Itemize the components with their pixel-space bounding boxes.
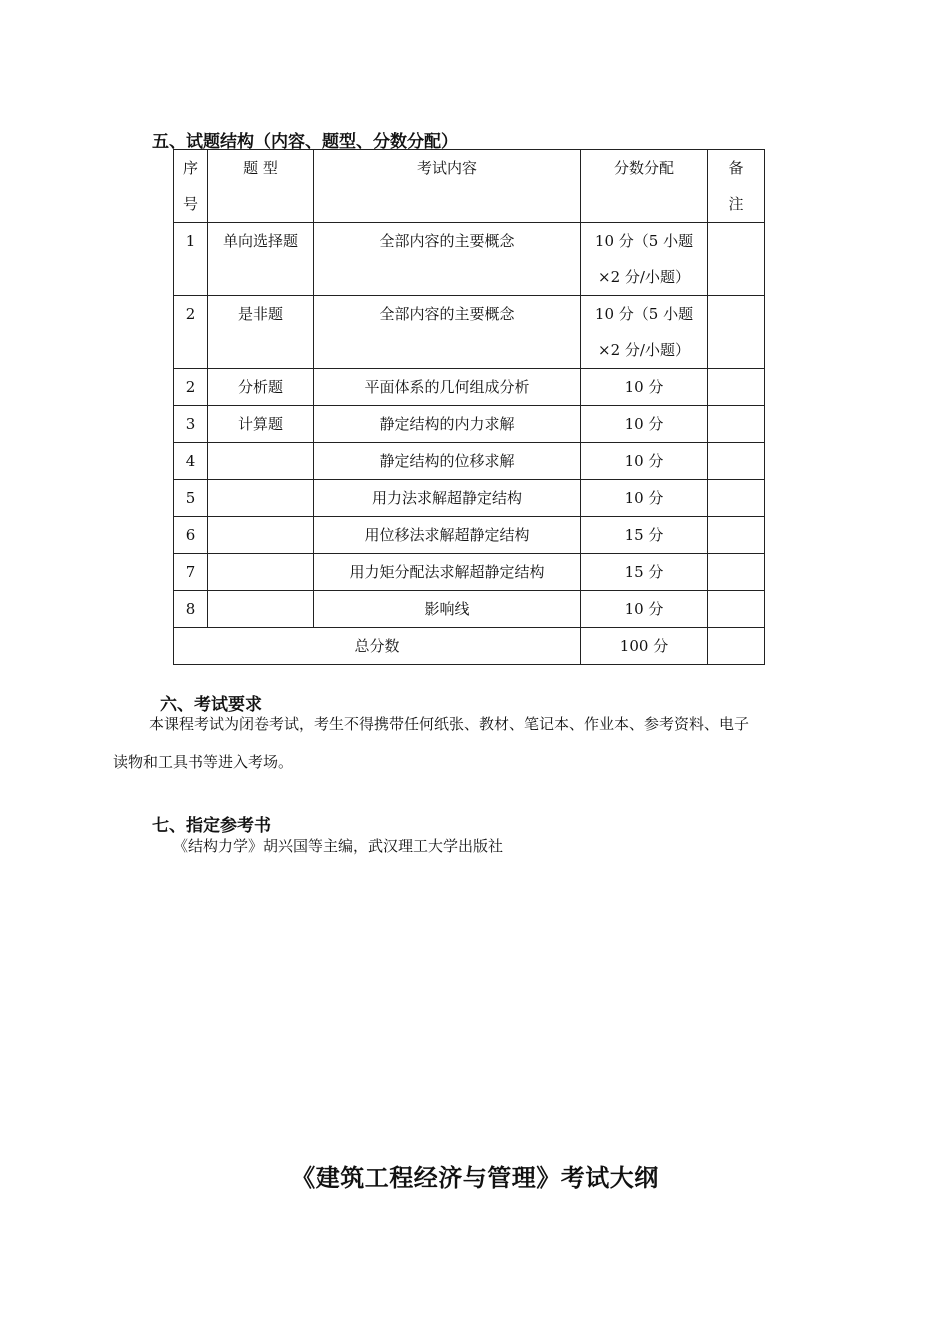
row-note: [708, 591, 765, 628]
total-label: 总分数: [174, 628, 581, 665]
row-type: 计算题: [208, 406, 314, 443]
row-score: 10 分: [581, 591, 708, 628]
row-type: [208, 443, 314, 480]
row-score: 10 分: [581, 369, 708, 406]
row-seq: 4: [174, 443, 208, 480]
total-score: 100 分: [581, 628, 708, 665]
row-score: [581, 296, 708, 369]
table-row: [174, 443, 765, 480]
section5-heading: 五、试题结构（内容、题型、分数分配）: [152, 132, 458, 152]
table-row: [174, 554, 765, 591]
row-seq: 7: [174, 554, 208, 591]
row-type: [208, 554, 314, 591]
row-content: 全部内容的主要概念: [314, 223, 581, 296]
row-type: [208, 517, 314, 554]
row-type: 单向选择题: [208, 223, 314, 296]
row-seq: 6: [174, 517, 208, 554]
table-row: [174, 223, 765, 296]
row-seq: 1: [174, 223, 208, 296]
row-score: 15 分: [581, 554, 708, 591]
reference-book: 《结构力学》胡兴国等主编，武汉理工大学出版社: [173, 837, 504, 855]
row-type: [208, 591, 314, 628]
row-content: 用力矩分配法求解超静定结构: [314, 554, 581, 591]
row-note: [708, 296, 765, 369]
table-row: [174, 480, 765, 517]
row-note: [708, 406, 765, 443]
row-content: 用位移法求解超静定结构: [314, 517, 581, 554]
row-type: [208, 480, 314, 517]
row-note: [708, 443, 765, 480]
section6-paragraph-line1: 本课程考试为闭卷考试，考生不得携带任何纸张、教材、笔记本、作业本、参考资料、电子: [149, 715, 750, 733]
table-row: [174, 517, 765, 554]
table-header-row: [174, 150, 765, 223]
row-type: 是非题: [208, 296, 314, 369]
table-total-row: [174, 628, 765, 665]
table-row: [174, 369, 765, 406]
table-row: [174, 406, 765, 443]
row-seq: 2: [174, 296, 208, 369]
header-seq: 序 号: [174, 150, 208, 223]
row-content: 影响线: [314, 591, 581, 628]
row-seq: 5: [174, 480, 208, 517]
row-content: 全部内容的主要概念: [314, 296, 581, 369]
row-type: 分析题: [208, 369, 314, 406]
section6-paragraph-line2: 读物和工具书等进入考场。: [113, 753, 294, 771]
row-note: [708, 517, 765, 554]
row-seq: 2: [174, 369, 208, 406]
row-note: [708, 554, 765, 591]
section7-heading: 七、指定参考书: [152, 816, 271, 836]
row-score-line1: 10 分（5 小题: [594, 232, 694, 250]
row-content: 用力法求解超静定结构: [314, 480, 581, 517]
row-score-line2: ×2 分/小题）: [598, 268, 690, 286]
row-seq: 8: [174, 591, 208, 628]
header-note: 备 注: [708, 150, 765, 223]
row-note: [708, 223, 765, 296]
next-document-title: 《建筑工程经济与管理》考试大纲: [291, 1164, 659, 1192]
row-score: [581, 223, 708, 296]
table-row: [174, 296, 765, 369]
header-content: 考试内容: [314, 150, 581, 223]
row-score: 10 分: [581, 480, 708, 517]
row-score: 15 分: [581, 517, 708, 554]
header-type: 题 型: [208, 150, 314, 223]
row-note: [708, 369, 765, 406]
row-content: 静定结构的内力求解: [314, 406, 581, 443]
table-row: [174, 591, 765, 628]
row-note: [708, 480, 765, 517]
header-score: 分数分配: [581, 150, 708, 223]
total-note: [708, 628, 765, 665]
row-score-line1: 10 分（5 小题: [594, 305, 694, 323]
row-score: 10 分: [581, 443, 708, 480]
section6-heading: 六、考试要求: [160, 695, 262, 715]
row-score-line2: ×2 分/小题）: [598, 341, 690, 359]
exam-structure-table: [173, 149, 765, 665]
row-content: 平面体系的几何组成分析: [314, 369, 581, 406]
row-content: 静定结构的位移求解: [314, 443, 581, 480]
row-seq: 3: [174, 406, 208, 443]
row-score: 10 分: [581, 406, 708, 443]
